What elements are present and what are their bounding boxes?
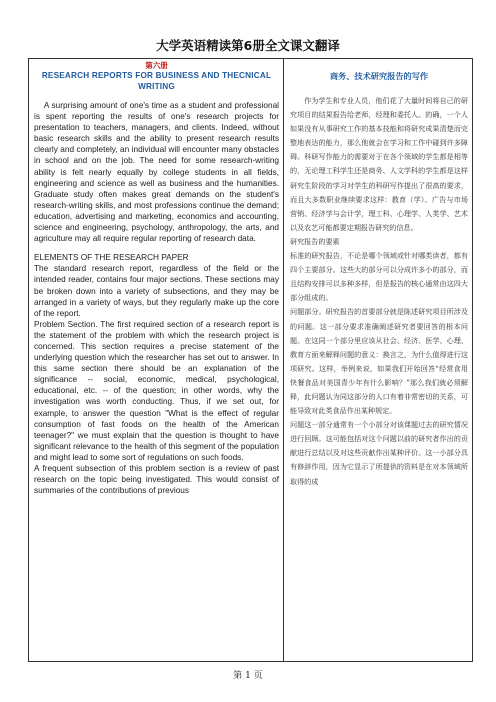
- chinese-paragraph-4: 问题这一部分通常有一个小部分对该课题过去的研究情况进行回顾。这可能包括对这个问题以前的研究者作出的贡献进行总结以及对这些贡献作出某种评价。这一小部分具有修辞作用，因为它显示了所提供的资料是在对本领域所取得的成: [290, 420, 468, 486]
- english-column: [29, 59, 284, 661]
- page-number: 第 1 页: [233, 671, 263, 681]
- chinese-section-heading: 研究报告的要素: [290, 236, 340, 246]
- chinese-column: [284, 59, 472, 661]
- chinese-title: 商务、技术研究报告的写作: [329, 71, 429, 81]
- bilingual-table: [28, 58, 473, 662]
- english-paragraph-1: A surprising amount of one's time as a student and professional is spent reporting the results of one's research projects for presentation to teachers, managers, and clients. Indeed, without basic research skills and the ability to present research results clearly and completely, an individual will encounter many obstacles in school and on the job. The need for some research-writing ability is felt nearly equally by college students in all fields, engineering and science as well as business and the humanities. Graduate study often makes great demands on the student's research-writing skills, and most professions continue the demand; education, advertising and marketing, economics and accounting, science and engineering, psychology, anthropology, the arts, and agriculture may all require regular reporting of research data.: [34, 101, 279, 244]
- document-title: 大学英语精读第6册全文课文翻译: [156, 38, 340, 53]
- english-paragraph-3: Problem Section. The first required section of a research report is the statement of the problem with which the research project is concerned. This section requires a precise statement of the underlying question which the researcher has set out to answer. In this same section there should be an explanation of the significance -- social, economic, medical, psychological, educational, etc. -- of the question; in other words, why the investigation was worth conducting. Thus, if we set out, for example, to answer the question "What is the effect of regular consumption of fast foods on the health of the American teenager?" we must explain that the question is thought to have significant relevance to the health of this segment of the population and might lead to some sort of regulations on such foods.: [34, 319, 279, 462]
- english-paragraph-4: A frequent subsection of this problem section is a review of past research on the topic being investigated. This would consist of summaries of the contributions of previous: [34, 464, 279, 496]
- chinese-paragraph-1: 作为学生和专业人员，他们花了大量时间将自己的研究项目的结果报告给老师，经理和委托人。的确，一个人如果没有从事研究工作的基本技能和将研究成果清楚而完整地表达的能力，那么他就会在学习和工作中碰到许多障碍。科研写作能力的需要对于在各个领域的学生都是相等的，无论理工科学生还是商务、人文学科的学生都是这样研究生阶段的学习对学生的科研写作提出了很高的要求，而且大多数职业继续要求这样：教育（学）、广告与市场营销、经济学与会计学，理工科、心理学、人类学、艺术以及农艺可能都要定期报告研究的信息。: [290, 96, 468, 232]
- english-section-heading: ELEMENTS OF THE RESEARCH PAPER: [34, 253, 189, 263]
- english-paragraph-2: The standard research report, regardless of the field or the intended reader, contains four major sections. These sections may be broken down into a variety of subsections, and they may be arranged in a variety of ways, but they regularly make up the core of the report.: [34, 264, 279, 318]
- chapter-label: 第六册: [145, 61, 168, 70]
- chinese-paragraph-2: 标准的研究报告，不论是哪个领域或针对哪类读者，都有四个主要部分。这些大的部分可以分成许多小的部分，而且结构安排可以多种多样，但是报告的核心通常由这四大部分组成的。: [290, 251, 468, 303]
- chinese-paragraph-3: 问题部分。研究报告的首要部分就是陈述研究项目所涉及的问题。这一部分要求准确阐述研究者要回答的根本问题。在这同一个部分里应该从社会、经济、医学、心理、教育方面来解释问题的意义：换言之，为什么值得进行这项研究。这样，举例来说，如果我们开始回答“经常食用快餐食品对美国青少年有什么影响？”那么我们就必须解释，此问题认为同这部分的人口有着非常密切的关系，可能导致对此类食品作出某种规定。: [290, 307, 468, 416]
- english-title: RESEARCH REPORTS FOR BUSINESS AND THECNICAL WRITING: [41, 71, 272, 91]
